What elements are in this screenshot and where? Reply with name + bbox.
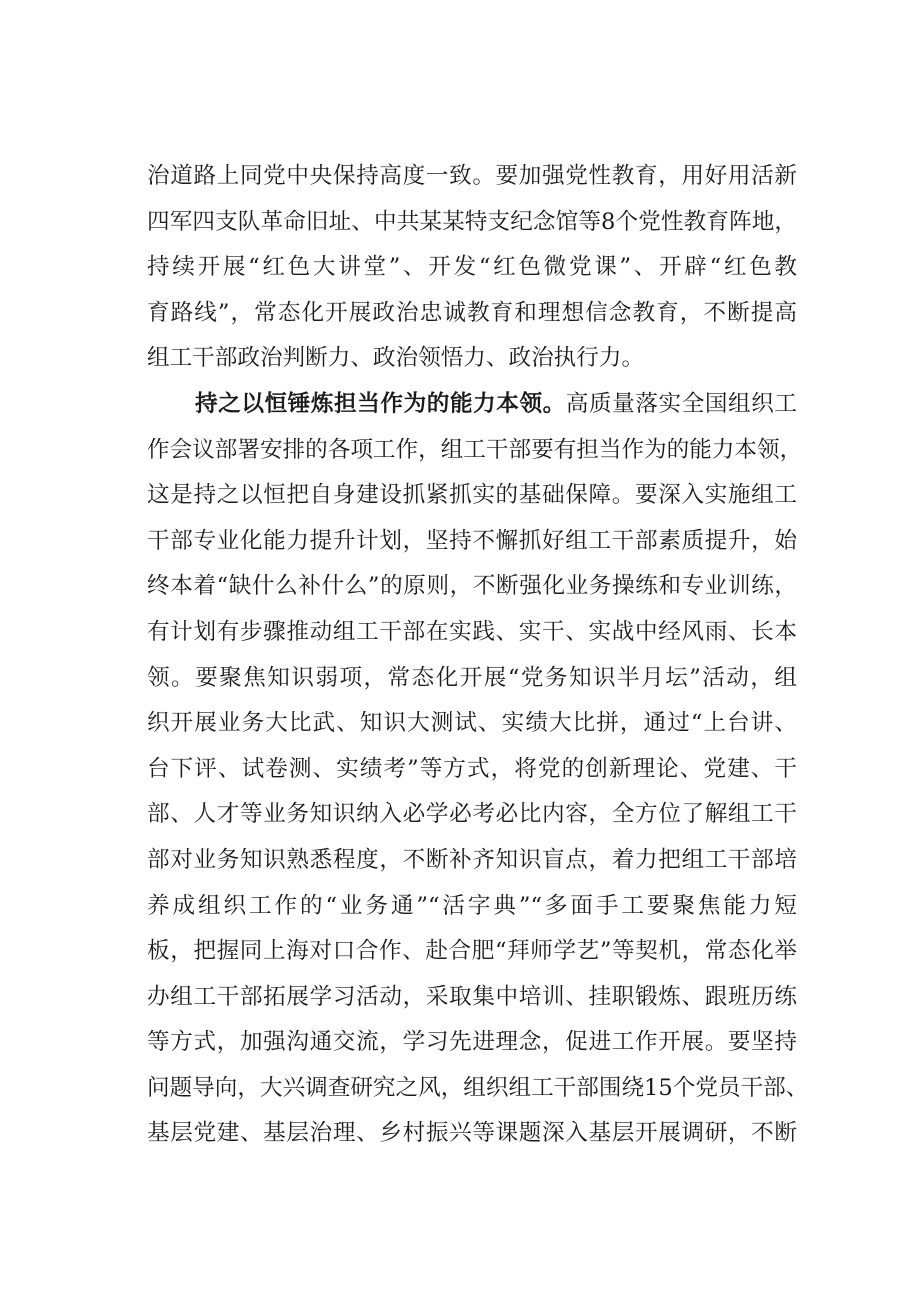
text-line: 部对业务知识熟悉程度，不断补齐知识盲点，着力把组工干部培 bbox=[147, 846, 797, 873]
text-line: 组工干部政治判断力、政治领悟力、政治执行力。 bbox=[147, 345, 645, 372]
body-text bbox=[147, 154, 809, 1157]
text-line: 治道路上同党中央保持高度一致。要加强党性教育，用好用活新 bbox=[147, 163, 797, 189]
text-line: 部、人才等业务知识纳入必学必考必比内容，全方位了解组工干 bbox=[147, 801, 797, 828]
text-line: 干部专业化能力提升计划，坚持不懈抓好组工干部素质提升，始 bbox=[147, 527, 797, 554]
text-line: 台下评、试卷测、实绩考”等方式，将党的创新理论、党建、干 bbox=[147, 755, 797, 782]
text-line: 育路线”，常态化开展政治忠诚教育和理想信念教育，不断提高 bbox=[147, 299, 797, 326]
text-line: 终本着“缺什么补什么”的原则，不断强化业务操练和专业训练， bbox=[147, 573, 797, 600]
text-line: 四军四支队革命旧址、中共某某特支纪念馆等8个党性教育阵地， bbox=[147, 208, 797, 235]
section-first-line-rest: 高质量落实全国组织工 bbox=[565, 390, 798, 417]
section-heading: 持之以恒锤炼担当作为的能力本领。 bbox=[195, 390, 566, 417]
text-line: 作会议部署安排的各项工作，组工干部要有担当作为的能力本领， bbox=[147, 436, 803, 463]
text-line: 织开展业务大比武、知识大测试、实绩大比拼，通过“上台讲、 bbox=[147, 710, 797, 737]
text-line: 板，把握同上海对口合作、赴合肥“拜师学艺”等契机，常态化举 bbox=[147, 938, 797, 965]
text-line: 持续开展“红色大讲堂”、开发“红色微党课”、开辟“红色教 bbox=[147, 254, 797, 281]
text-line: 这是持之以恒把自身建设抓紧抓实的基础保障。要深入实施组工 bbox=[147, 482, 797, 509]
text-line: 养成组织工作的“业务通”“活字典”“多面手工要聚焦能力短 bbox=[147, 892, 797, 919]
text-line: 等方式，加强沟通交流，学习先进理念，促进工作开展。要坚持 bbox=[147, 1029, 797, 1056]
text-line: 基层党建、基层治理、乡村振兴等课题深入基层开展调研，不断 bbox=[147, 1120, 797, 1147]
text-line: 有计划有步骤推动组工干部在实践、实干、实战中经风雨、长本 bbox=[147, 618, 797, 645]
section-first-line bbox=[147, 382, 797, 428]
text-line: 领。要聚焦知识弱项，常态化开展“党务知识半月坛”活动，组 bbox=[147, 664, 797, 691]
text-line: 问题导向，大兴调查研究之风，组织组工干部围绕15个党员干部、 bbox=[147, 1074, 809, 1101]
text-line: 办组工干部拓展学习活动，采取集中培训、挂职锻炼、跟班历练 bbox=[147, 983, 797, 1010]
